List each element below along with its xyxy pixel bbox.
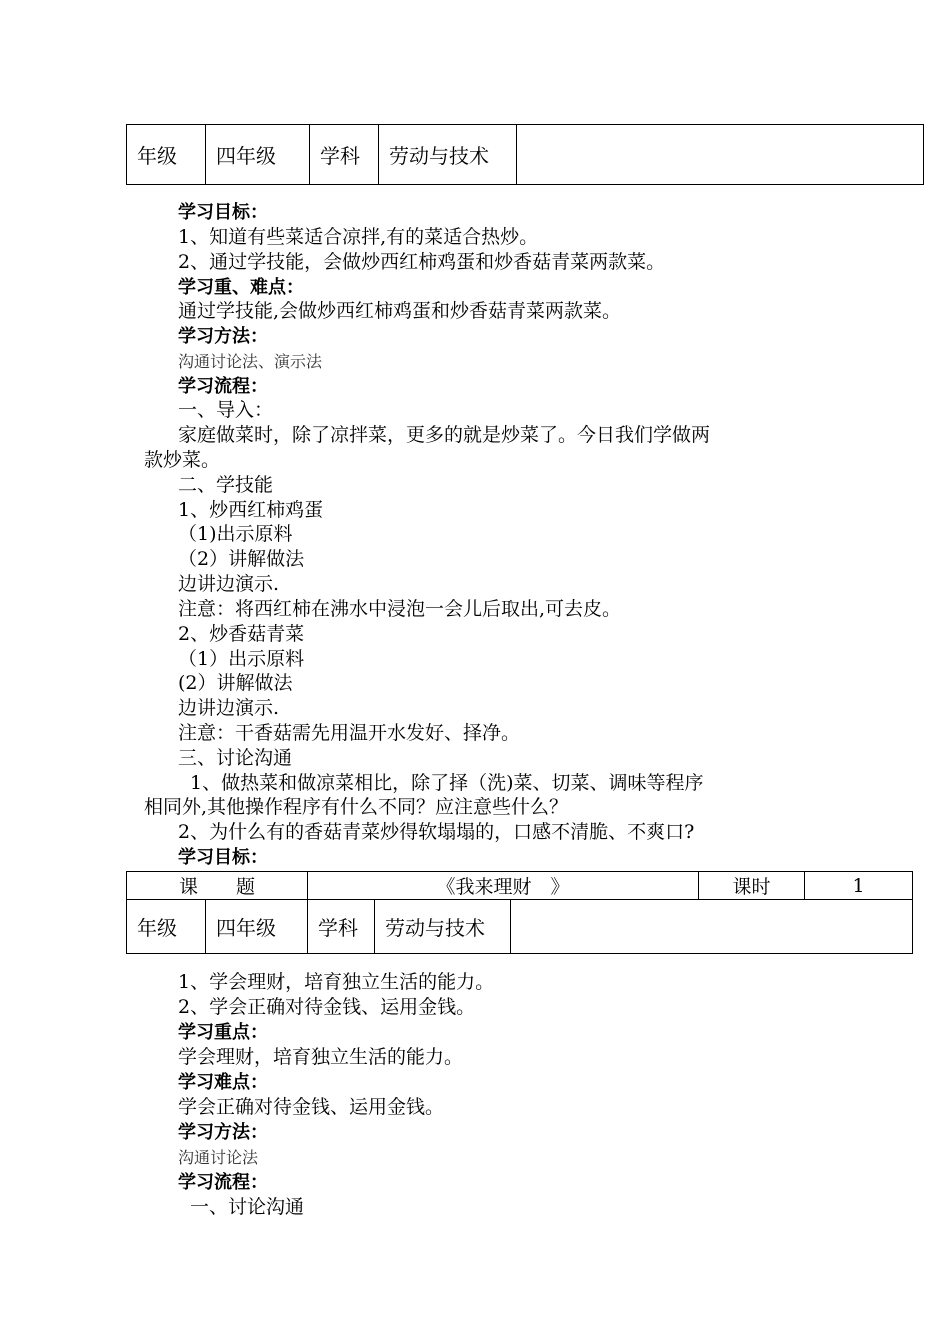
step1-line1: 家庭做菜时，除了凉拌菜，更多的就是炒菜了。今日我们学做两 xyxy=(178,424,711,446)
question2: 2、为什么有的香菇青菜炒得软塌塌的，口感不清脆、不爽口? xyxy=(178,821,695,843)
step3-title: 三、讨论沟通 xyxy=(178,747,293,769)
step1-title: 一、讨论沟通 xyxy=(190,1196,305,1218)
subject-label: 学科 xyxy=(310,125,379,185)
key-text: 学会理财，培育独立生活的能力。 xyxy=(178,1046,464,1068)
dish1-item-b: （2）讲解做法 xyxy=(178,548,305,570)
lesson2-info-table xyxy=(126,871,913,954)
topic-label: 课 题 xyxy=(127,872,308,900)
dish1-note: 注意：将西红柿在沸水中浸泡一会儿后取出,可去皮。 xyxy=(178,598,622,620)
objective-1: 1、学会理财，培育独立生活的能力。 xyxy=(178,971,495,993)
subject-value: 劳动与技术 xyxy=(375,900,511,954)
blank-cell xyxy=(517,125,924,185)
step2-title: 二、学技能 xyxy=(178,474,274,496)
dish2-demo: 边讲边演示. xyxy=(178,697,280,719)
subject-label: 学科 xyxy=(308,900,375,954)
grade-value: 四年级 xyxy=(206,900,308,954)
grade-label: 年级 xyxy=(127,900,206,954)
dish1-title: 1、炒西红柿鸡蛋 xyxy=(178,499,324,521)
method-text: 沟通讨论法、演示法 xyxy=(178,352,323,371)
dish1-demo: 边讲边演示. xyxy=(178,573,280,595)
next-objectives-heading: 学习目标： xyxy=(178,847,268,868)
dish2-item-b: (2）讲解做法 xyxy=(178,672,293,694)
objective-2: 2、学会正确对待金钱、运用金钱。 xyxy=(178,996,476,1018)
step1-line2: 款炒菜。 xyxy=(144,449,221,471)
grade-value: 四年级 xyxy=(206,125,310,185)
grade-label: 年级 xyxy=(127,125,206,185)
key-heading: 学习重、难点： xyxy=(178,277,304,298)
step1-title: 一、导入： xyxy=(178,399,274,421)
subject-value: 劳动与技术 xyxy=(379,125,517,185)
method-heading: 学习方法： xyxy=(178,1122,268,1143)
method-heading: 学习方法： xyxy=(178,326,268,347)
objective-1: 1、知道有些菜适合凉拌,有的菜适合热炒。 xyxy=(178,226,539,248)
period-value: 1 xyxy=(805,872,913,900)
dish1-item-a: （1)出示原料 xyxy=(178,523,293,545)
process-heading: 学习流程： xyxy=(178,376,268,397)
objectives-heading: 学习目标： xyxy=(178,202,268,223)
question1-line2: 相同外,其他操作程序有什么不同？应注意些什么？ xyxy=(144,796,569,818)
difficulty-text: 学会正确对待金钱、运用金钱。 xyxy=(178,1096,445,1118)
key-text: 通过学技能,会做炒西红柿鸡蛋和炒香菇青菜两款菜。 xyxy=(178,300,622,322)
question1-line1: 1、做热菜和做凉菜相比，除了择（洗)菜、切菜、调味等程序 xyxy=(190,772,704,794)
period-label: 课时 xyxy=(699,872,805,900)
objective-2: 2、通过学技能，会做炒西红柿鸡蛋和炒香菇青菜两款菜。 xyxy=(178,251,666,273)
method-text: 沟通讨论法 xyxy=(178,1148,259,1167)
blank-cell xyxy=(511,900,913,954)
key-heading: 学习重点： xyxy=(178,1022,268,1043)
lesson1-info-table xyxy=(126,124,924,185)
process-heading: 学习流程： xyxy=(178,1172,268,1193)
dish2-note: 注意：干香菇需先用温开水发好、择净。 xyxy=(178,722,521,744)
dish2-item-a: （1）出示原料 xyxy=(178,648,305,670)
difficulty-heading: 学习难点： xyxy=(178,1072,268,1093)
topic-value: 《我来理财 》 xyxy=(308,872,699,900)
dish2-title: 2、炒香菇青菜 xyxy=(178,623,305,645)
